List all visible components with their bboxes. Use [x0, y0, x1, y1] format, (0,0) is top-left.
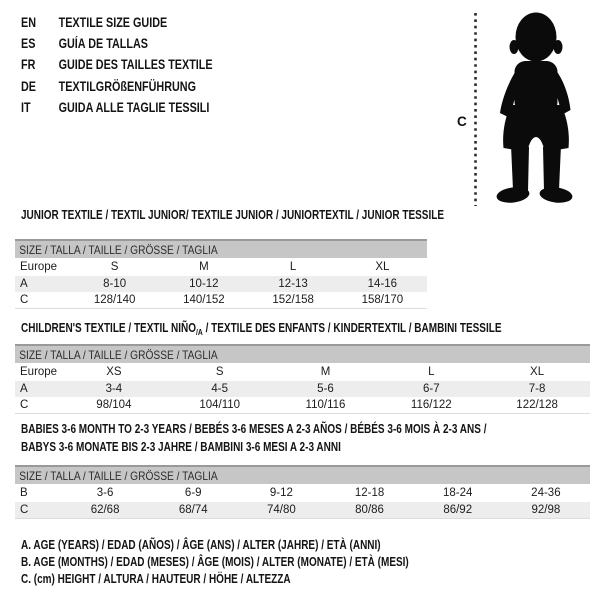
size-header-text: SIZE / TALLA / TAILLE / GRÖSSE / TAGLIA: [19, 468, 218, 483]
table-row: [15, 381, 590, 397]
language-code: DE: [21, 78, 37, 94]
row-label: C: [20, 294, 29, 306]
size-cell: 8-10: [103, 278, 127, 290]
babies-section-title: [21, 421, 600, 456]
size-cell: 122/128: [516, 399, 558, 411]
language-row: [21, 12, 261, 33]
size-cell: L: [428, 366, 435, 378]
row-label: B: [20, 487, 28, 499]
size-cell: 128/140: [93, 294, 136, 306]
size-cell: S: [110, 261, 119, 273]
row-label: Europe: [20, 261, 58, 273]
language-label: TEXTILE SIZE GUIDE: [58, 15, 168, 31]
table-row: [15, 258, 427, 276]
size-cell: 152/158: [272, 294, 314, 306]
size-cell: 6-7: [422, 383, 440, 395]
size-cell: XS: [106, 366, 122, 378]
size-cell: 3-4: [105, 383, 123, 395]
table-row: [15, 484, 590, 502]
children-size-table: [15, 344, 590, 414]
size-cell: S: [215, 366, 224, 378]
size-cell: 74/80: [267, 504, 296, 516]
language-code: IT: [21, 99, 31, 115]
row-label: A: [20, 278, 28, 290]
size-cell: 24-36: [531, 487, 561, 499]
size-header-bar: [15, 240, 427, 258]
table-row: [15, 397, 590, 414]
footnote-line: C. (cm) HEIGHT / ALTURA / HAUTEUR / HÖHE / ALTEZZA: [21, 571, 291, 586]
size-cell: 140/152: [183, 294, 225, 306]
row-label: A: [20, 383, 28, 395]
size-cell: 5-6: [317, 383, 334, 395]
size-cell: 158/170: [361, 294, 404, 306]
size-header-text: SIZE / TALLA / TAILLE / GRÖSSE / TAGLIA: [19, 242, 218, 257]
children-title-pre: CHILDREN'S TEXTILE / TEXTIL NIÑO: [21, 321, 196, 335]
size-cell: 104/110: [199, 399, 241, 411]
size-cell: 7-8: [528, 383, 546, 395]
language-guide: [21, 12, 261, 118]
footnotes: [21, 536, 506, 587]
junior-size-table: [15, 239, 427, 309]
language-code: FR: [21, 57, 36, 73]
size-cell: L: [289, 261, 297, 273]
language-row: [21, 33, 261, 54]
size-cell: 86/92: [443, 504, 473, 516]
footnote-line: B. AGE (MONTHS) / EDAD (MESES) / ÂGE (MOIS) / ALTER (MONATE) / ETÀ (MESI): [21, 554, 409, 569]
children-title-text: [21, 320, 502, 342]
size-cell: 6-9: [184, 487, 202, 499]
row-label: C: [20, 504, 29, 516]
size-cell: 12-18: [354, 487, 385, 499]
size-cell: 3-6: [96, 487, 114, 499]
children-title-post: / TEXTILE DES ENFANTS / KINDERTEXTIL / BAMBINI TESSILE: [202, 321, 502, 335]
size-cell: 68/74: [178, 504, 208, 516]
babies-size-table: [15, 465, 590, 519]
row-label: Europe: [20, 366, 58, 378]
size-cell: 62/68: [90, 504, 120, 516]
size-cell: 80/86: [355, 504, 384, 516]
language-label: TEXTILGRÖßENFÜHRUNG: [58, 78, 196, 94]
size-cell: 9-12: [269, 487, 293, 499]
table-row: [15, 292, 427, 309]
size-cell: 92/98: [531, 504, 561, 516]
toddler-silhouette-icon: [496, 13, 574, 205]
footnote-line: A. AGE (YEARS) / EDAD (AÑOS) / ÂGE (ANS) / ALTER (JAHRE) / ETÀ (ANNI): [21, 537, 381, 552]
size-cell: 116/122: [410, 399, 452, 411]
size-cell: 18-24: [442, 487, 473, 499]
language-row: [21, 54, 261, 75]
size-cell: 14-16: [367, 278, 398, 290]
size-cell: XL: [375, 261, 390, 273]
language-label: GUIDE DES TAILLES TEXTILE: [58, 57, 213, 73]
size-cell: M: [320, 366, 331, 378]
size-cell: XL: [530, 366, 545, 378]
babies-title-line2: BABYS 3-6 MONATE BIS 2-3 JAHRE / BAMBINI 3-6 MESI A 2-3 ANNI: [21, 439, 341, 454]
children-title-sub: /A: [195, 327, 203, 337]
row-label: C: [20, 399, 29, 411]
babies-title-line1: BABIES 3-6 MONTH TO 2-3 YEARS / BEBÉS 3-6 MESES A 2-3 AÑOS / BÉBÉS 3-6 MOIS À 2-3 ANS /: [21, 422, 487, 436]
junior-title-text: JUNIOR TEXTILE / TEXTIL JUNIOR/ TEXTILE JUNIOR / JUNIORTEXTIL / JUNIOR TESSILE: [21, 208, 445, 222]
size-cell: 10-12: [189, 278, 219, 290]
junior-section-title: [21, 207, 550, 225]
language-row: [21, 97, 261, 118]
size-header-text: SIZE / TALLA / TAILLE / GRÖSSE / TAGLIA: [19, 347, 218, 362]
language-code: ES: [21, 36, 36, 52]
language-code: EN: [21, 15, 37, 31]
size-cell: 110/116: [305, 399, 346, 411]
children-section-title: [21, 320, 600, 342]
language-row: [21, 76, 261, 97]
language-label: GUÍA DE TALLAS: [58, 36, 148, 52]
table-row: [15, 502, 590, 519]
height-figure: [450, 5, 590, 210]
size-header-bar: [15, 345, 590, 363]
table-row: [15, 363, 590, 381]
size-cell: 98/104: [96, 399, 132, 411]
language-label: GUIDA ALLE TAGLIE TESSILI: [58, 99, 210, 115]
size-cell: 12-13: [278, 278, 308, 290]
height-label-c: C: [457, 114, 467, 129]
size-header-bar: [15, 466, 590, 484]
size-cell: 4-5: [211, 383, 228, 395]
table-row: [15, 276, 427, 292]
size-cell: M: [199, 261, 209, 273]
